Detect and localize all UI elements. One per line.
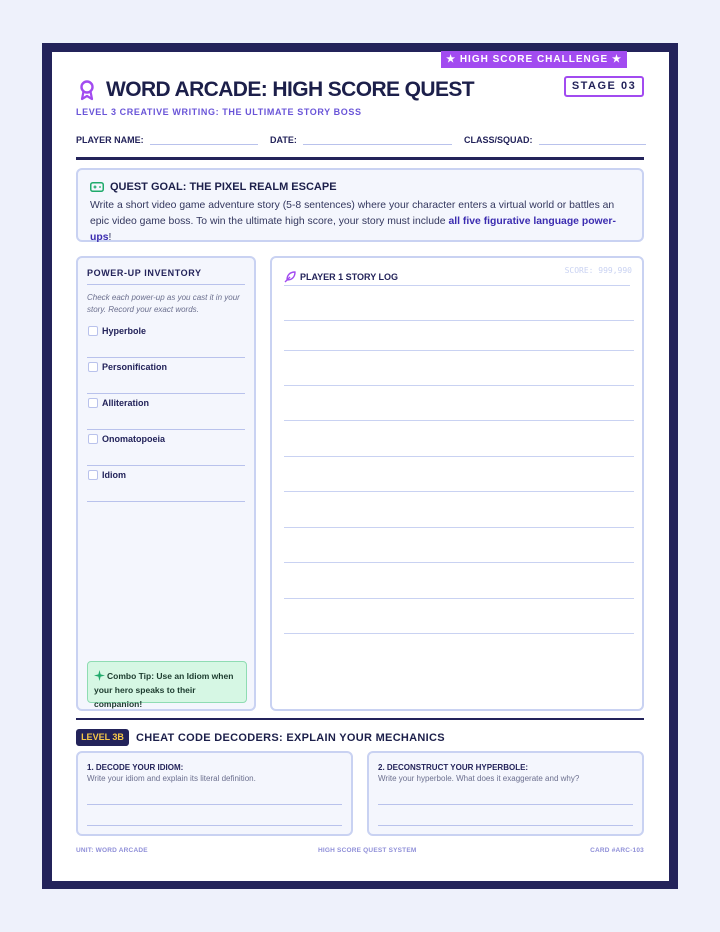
- power-up-item[interactable]: [87, 430, 245, 466]
- decoder-instructions: Write your idiom and explain its literal definition.: [87, 774, 256, 783]
- power-up-label: Onomatopoeia: [102, 434, 166, 444]
- checkbox[interactable]: [88, 470, 98, 480]
- title-row: [76, 78, 474, 102]
- date-field[interactable]: [270, 135, 452, 145]
- power-up-label: Hyperbole: [102, 326, 147, 336]
- challenge-banner: ★ HIGH SCORE CHALLENGE ★: [441, 51, 627, 68]
- page-title: WORD ARCADE: HIGH SCORE QUEST: [106, 78, 474, 101]
- gamepad-icon: [90, 182, 104, 192]
- power-up-item[interactable]: [87, 466, 245, 502]
- date-label: DATE:: [270, 135, 297, 145]
- class-squad-label: CLASS/SQUAD:: [464, 135, 533, 145]
- power-up-item[interactable]: [87, 322, 245, 358]
- quest-heading-row: [90, 181, 630, 193]
- quest-body-text: Write a short video game adventure story (5-8 sentences) where your character enters a virtual world or battles an epic video game boss. To win the ultimate high score, your story must include: [90, 200, 615, 227]
- power-up-label: Personification: [102, 362, 168, 372]
- writing-line[interactable]: [284, 491, 634, 492]
- power-up-item[interactable]: [87, 394, 245, 430]
- answer-line[interactable]: [378, 825, 633, 826]
- writing-line[interactable]: [284, 598, 634, 599]
- class-squad-line[interactable]: [539, 135, 646, 145]
- award-ribbon-icon: [76, 79, 98, 101]
- quest-description: [90, 198, 630, 246]
- footer-card-id: CARD #ARC-103: [590, 847, 644, 854]
- header-divider: [76, 157, 644, 160]
- feather-pen-icon: [284, 271, 296, 283]
- inventory-title: POWER-UP INVENTORY: [87, 268, 245, 285]
- writing-line[interactable]: [284, 562, 634, 563]
- quest-emphasis: all five figurative language power-ups: [90, 216, 616, 243]
- player-name-field[interactable]: [76, 135, 258, 145]
- decoder-title: 1. DECODE YOUR IDIOM:: [87, 763, 184, 772]
- writing-line[interactable]: [284, 320, 634, 321]
- decoder-instructions: Write your hyperbole. What does it exaggerate and why?: [378, 774, 580, 783]
- answer-line[interactable]: [87, 804, 342, 805]
- answer-line[interactable]: [378, 804, 633, 805]
- writing-line[interactable]: [284, 385, 634, 386]
- decode-idiom-box[interactable]: [76, 751, 353, 836]
- checkbox[interactable]: [88, 434, 98, 444]
- combo-tip-text: Combo Tip: Use an Idiom when your hero speaks to their companion!: [94, 671, 234, 709]
- class-squad-field[interactable]: [464, 135, 646, 145]
- level-badge: LEVEL 3B: [76, 729, 129, 746]
- combo-tip: [87, 661, 247, 709]
- checkbox[interactable]: [88, 398, 98, 408]
- writing-line[interactable]: [284, 456, 634, 457]
- writing-line[interactable]: [284, 527, 634, 528]
- sparkle-icon: [94, 670, 105, 681]
- quest-goal-box: [76, 168, 644, 242]
- writing-line[interactable]: [284, 350, 634, 351]
- story-log-title: PLAYER 1 STORY LOG: [300, 271, 399, 282]
- stage-badge: STAGE 03: [564, 76, 644, 97]
- score-readout: SCORE: 999,990: [564, 266, 632, 275]
- footer-unit: UNIT: WORD ARCADE: [76, 847, 148, 854]
- date-line[interactable]: [303, 135, 452, 145]
- section-divider: [76, 718, 644, 720]
- writing-line[interactable]: [284, 420, 634, 421]
- quest-end: !: [108, 232, 112, 243]
- decoder-title: 2. DECONSTRUCT YOUR HYPERBOLE:: [378, 763, 529, 772]
- story-log[interactable]: [270, 256, 644, 711]
- page-subtitle: LEVEL 3 CREATIVE WRITING: THE ULTIMATE STORY BOSS: [76, 107, 362, 117]
- writing-line[interactable]: [284, 633, 634, 634]
- power-up-label: Idiom: [102, 470, 126, 480]
- cheat-code-title: CHEAT CODE DECODERS: EXPLAIN YOUR MECHANICS: [136, 732, 445, 744]
- answer-line[interactable]: [87, 825, 342, 826]
- checkbox[interactable]: [88, 326, 98, 336]
- player-name-line[interactable]: [150, 135, 258, 145]
- checkbox[interactable]: [88, 362, 98, 372]
- deconstruct-hyperbole-box[interactable]: [367, 751, 644, 836]
- player-name-label: PLAYER NAME:: [76, 135, 144, 145]
- footer-system: HIGH SCORE QUEST SYSTEM: [318, 847, 417, 854]
- power-up-inventory: [76, 256, 256, 711]
- inventory-note: Check each power-up as you cast it in your story. Record your exact words.: [87, 293, 240, 314]
- power-up-item[interactable]: [87, 358, 245, 394]
- power-up-label: Alliteration: [102, 398, 150, 408]
- quest-heading: QUEST GOAL: THE PIXEL REALM ESCAPE: [110, 181, 337, 193]
